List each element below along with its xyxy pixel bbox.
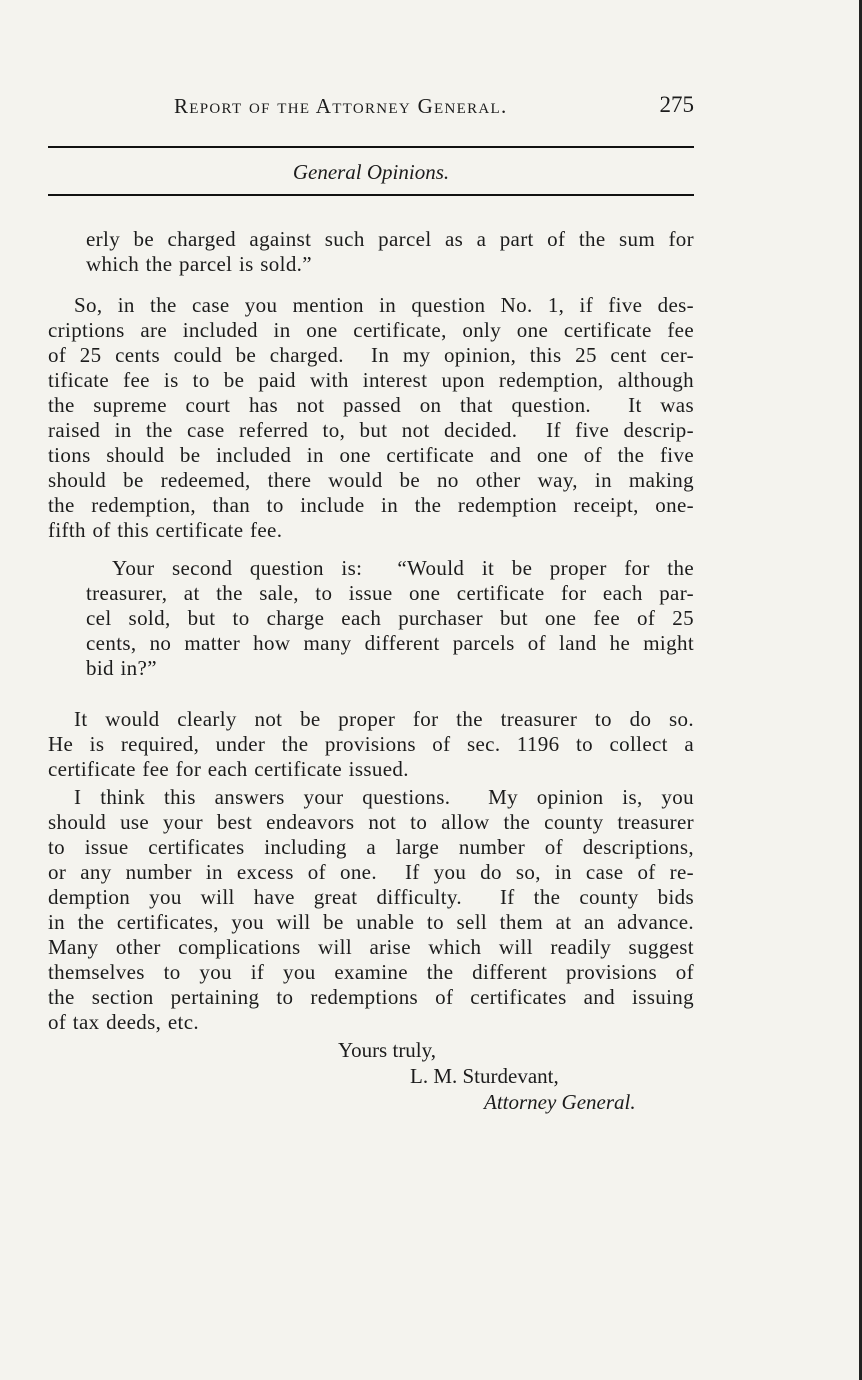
text-line: It would clearly not be proper for the treasurer to do so. [74,707,694,731]
text-line: in the certificates, you will be unable to sell them at an advance. [48,910,694,934]
section-subheading: General Opinions. [292,160,450,184]
text-line: which the parcel is sold.” [86,252,312,276]
text-line: Your second question is: “Would it be proper for the [112,556,694,580]
running-header [48,90,694,126]
second-question-quote [86,556,694,681]
text-line: should be redeemed, there would be no other way, in making [48,468,694,492]
text-line: criptions are included in one certificate, only one certificate fee [48,318,694,342]
text-line: tificate fee is to be paid with interest upon redemption, although [48,368,694,392]
text-line: demption you will have great difficulty. If the county bids [48,885,694,909]
running-title: Report of the Attorney General. [174,94,508,118]
header-rule-top [48,146,694,148]
signature-name: L. M. Sturdevant, [410,1064,559,1088]
text-line: cents, no matter how many different parcels of land he might [86,631,694,655]
signature-closing: Yours truly, [338,1038,437,1062]
paragraph-answer-2 [48,707,694,782]
text-line: cel sold, but to charge each purchaser but one fee of 25 [86,606,694,630]
text-line: should use your best endeavors not to allow the county treasurer [48,810,694,834]
text-line: He is required, under the provisions of sec. 1196 to collect a [48,732,694,756]
text-line: of tax deeds, etc. [48,1010,199,1034]
text-line: tions should be included in one certificate and one of the five [48,443,694,467]
text-line: raised in the case referred to, but not decided. If five descrip- [48,418,694,442]
text-line: fifth of this certificate fee. [48,518,283,542]
signature-title: Attorney General. [484,1090,636,1114]
text-line: the supreme court has not passed on that question. It was [48,393,694,417]
paragraph-conclusion [48,785,694,1035]
text-line: themselves to you if you examine the different provisions of [48,960,694,984]
text-line: to issue certificates including a large number of descriptions, [48,835,694,859]
text-line: erly be charged against such parcel as a part of the sum for [86,227,694,251]
text-line: or any number in excess of one. If you do so, in case of re- [48,860,694,884]
paragraph-question-1 [48,293,694,543]
text-line: I think this answers your questions. My opinion is, you [74,785,694,809]
text-line: the section pertaining to redemptions of certificates and issuing [48,985,694,1009]
text-line: treasurer, at the sale, to issue one certificate for each par- [86,581,694,605]
text-line: the redemption, than to include in the redemption receipt, one- [48,493,694,517]
text-line: Many other complications will arise which will readily suggest [48,935,694,959]
page-number: 275 [659,92,694,117]
header-rule-bottom [48,194,694,196]
text-line: certificate fee for each certificate issued. [48,757,409,781]
text-line: So, in the case you mention in question No. 1, if five des- [74,293,694,317]
text-line: of 25 cents could be charged. In my opinion, this 25 cent cer- [48,343,694,367]
quote-continuation [86,227,694,277]
text-line: bid in?” [86,656,157,680]
